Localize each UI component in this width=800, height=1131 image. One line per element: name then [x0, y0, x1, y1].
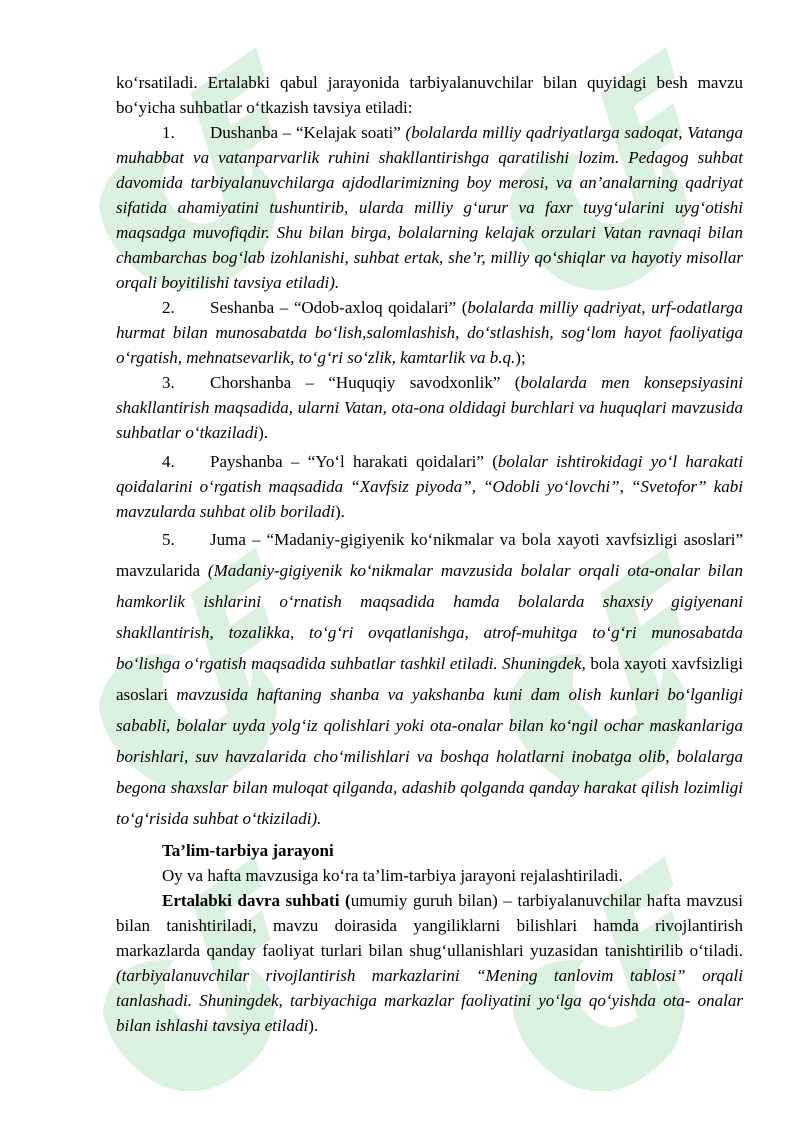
paragraph-text: umumiy guruh bilan) – tarbiyalanuvchilar hafta mavzusi bilan tanishtiriladi, mavzu doirasida yangiliklarni bilishlari hamda rivojlantirish markazlarda qanday faoliyat turlari bilan shug‘ullanishlari yuzasidan tanishtirilib o‘tiladi. [116, 891, 743, 960]
list-item [116, 120, 743, 295]
section-paragraph [116, 888, 743, 1038]
item-heading: Dushanba – “Kelajak soati” [210, 123, 401, 142]
list-number: 2. [162, 298, 175, 317]
item-heading: Chorshanba – “Huquqiy savodxonlik” ( [210, 373, 521, 392]
item-heading: Seshanba – “Odob-axloq qoidalari” ( [210, 298, 468, 317]
item-body: bolalar ishtirokidagi yo‘l harakati qoidalarini o‘rgatish maqsadida “Xavfsiz piyoda”, “Odobli yo‘lovchi”, “Svetofor” kabi mavzularda suhbat olib boriladi [116, 452, 743, 521]
item-heading: Juma – “Madaniy-gigiyenik ko‘nikmalar va bola xayoti xavfsizligi asoslari” mavzularida [116, 530, 743, 580]
list-number: 3. [162, 373, 175, 392]
list-number: 1. [162, 123, 175, 142]
intro-paragraph: ko‘rsatiladi. Ertalabki qabul jarayonida tarbiyalanuvchilar bilan quyidagi besh mavzu bo‘yicha suhbatlar o‘tkazish tavsiya etiladi: [116, 73, 743, 117]
paragraph-italic: (tarbiyalanuvchilar rivojlantirish markazlarini “Mening tanlovim tablosi” orqali tanlashadi. Shuningdek, tarbiyachiga markazlar faoliyatini yo‘lga qo‘yishda ota- onalar bilan ishlashi tavsiya etiladi [116, 966, 743, 1035]
item-body: (Madaniy-gigiyenik ko‘nikmalar mavzusida bolalar orqali ota-onalar bilan hamkorlik ishlarini o‘rnatish maqsadida hamda bolalarda shaxsiy gigiyenani shakllantirish, tozalikka, to‘g‘ri ovqatlanishga, atrof-muhitga to‘g‘ri munosabatda bo‘lishga o‘rgatish maqsadida suhbatlar tashkil etiladi. Shuningdek, [116, 561, 743, 673]
item-body: (bolalarda milliy qadriyatlarga sadoqat, Vatanga muhabbat va vatanparvarlik ruhini shakllantirishga qaratilishi lozim. Pedagog suhbat davomida tarbiyalanuvchilarga ajdodlarimizning boy merosi, va an’analarning qadriyat sifatida ahamiyatini tushuntirib, ularda milliy g‘urur va faxr tuyg‘ularini uyg‘otishi maqsadga muvofiqdir. Shu bilan birga, bolalarning kelajak orzulari Vatan ravnaqi bilan chambarchas bog‘lab izohlanishi, suhbat ertak, she’r, milliy qo‘shiqlar va hayotiy misollar orqali boyitilishi tavsiya etiladi). [116, 123, 743, 292]
list-item [116, 295, 743, 370]
list-item [116, 370, 743, 445]
list-number: 5. [162, 530, 175, 549]
item-continuation-italic: mavzusida haftaning shanba va yakshanba kuni dam olish kunlari bo‘lganligi sababli, bolalar uyda yolg‘iz qolishlari yoki ota-onalar bilan ko‘ngil ochar maskanlariga borishlari, suv havzalarida cho‘milishlari va boshqa holatlarni inobatga olib, bolalarga begona shaxslar bilan muloqat qilganda, adashib qolganda qanday harakat qilish lozimligi to‘g‘risida suhbat o‘tkiziladi). [116, 685, 743, 828]
item-tail: ). [334, 502, 345, 521]
document-page [116, 70, 743, 1038]
list-item [116, 449, 743, 524]
section-heading: Ta’lim-tarbiya jarayoni [162, 841, 334, 860]
list-item [116, 524, 743, 834]
item-continuation: bola xayoti xavfsizligi asoslari [116, 654, 743, 704]
item-tail: ); [515, 348, 526, 367]
item-tail: ). [258, 423, 269, 442]
bold-lead: Ertalabki davra suhbati ( [162, 891, 351, 910]
paragraph-tail: ). [308, 1016, 319, 1035]
item-body: bolalarda milliy qadriyat, urf-odatlarga hurmat bilan munosabatda bo‘lish,salomlashish, do‘stlashish, sog‘lom hayot faoliyatiga o‘rgatish, mehnatsevarlik, to‘g‘ri so‘zlik, kamtarlik va b.q. [116, 298, 743, 367]
item-body: bolalarda men konsepsiyasini shakllantirish maqsadida, ularni Vatan, ota-ona oldidagi burchlari va huquqlari mavzusida suhbatlar o‘tkaziladi [116, 373, 743, 442]
item-heading: Payshanba – “Yo‘l harakati qoidalari” ( [210, 452, 498, 471]
section-paragraph: Oy va hafta mavzusiga ko‘ra ta’lim-tarbiya jarayoni rejalashtiriladi. [162, 866, 623, 885]
list-number: 4. [162, 452, 175, 471]
